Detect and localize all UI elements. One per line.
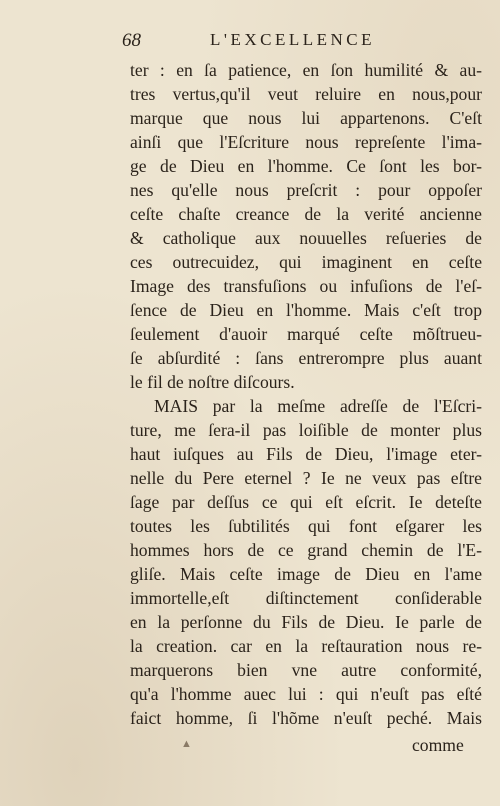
text-line: ſage par deſſus ce qui eſt eſcrit. Ie deteſte bbox=[130, 492, 482, 512]
text-line: ter : en ſa patience, en ſon humilité & au- bbox=[130, 60, 482, 80]
page-header bbox=[122, 30, 412, 56]
text-line: gliſe. Mais ceſte image de Dieu en l'ame bbox=[130, 564, 482, 584]
page-number: 68 bbox=[122, 30, 141, 51]
text-line: ces outrecuidez, qui imaginent en ceſte bbox=[130, 252, 482, 272]
text-line: hommes hors de ce grand chemin de l'E- bbox=[130, 540, 482, 560]
running-title: L'EXCELLENCE bbox=[210, 30, 375, 49]
text-line: ainſi que l'Eſcriture nous repreſente l'ima- bbox=[130, 132, 482, 152]
text-line: faict homme, ſi l'hõme n'euſt peché. Mais bbox=[130, 708, 482, 728]
text-line: ge de Dieu en l'homme. Ce ſont les bor- bbox=[130, 156, 482, 176]
text-line: marque que nous lui appartenons. C'eſt bbox=[130, 108, 482, 128]
text-line: immortelle,eſt diſtinctement conſiderable bbox=[130, 588, 482, 608]
text-line: qu'a l'homme auec lui : qui n'euſt pas eſté bbox=[130, 684, 482, 704]
text-line: ſe abſurdité : ſans entrerompre plus auant bbox=[130, 348, 482, 368]
text-line: nes qu'elle nous preſcrit : pour oppoſer bbox=[130, 180, 482, 200]
text-line: toutes les ſubtilités qui font eſgarer les bbox=[130, 516, 482, 536]
paragraph-first-line: MAIS par la meſme adreſſe de l'Eſcri- bbox=[154, 396, 482, 416]
text-line: en la perſonne du Fils de Dieu. Ie parle de bbox=[130, 612, 482, 632]
text-line: & catholique aux nouuelles reſueries de bbox=[130, 228, 482, 248]
text-line: nelle du Pere eternel ? Ie ne veux pas eſtre bbox=[130, 468, 482, 488]
ornament-mark: ▲ bbox=[181, 738, 192, 750]
text-line: Image des transfuſions ou infuſions de l'eſ- bbox=[130, 276, 482, 296]
text-line: la creation. car en la reſtauration nous re- bbox=[130, 636, 482, 656]
text-line: marquerons bien vne autre conformité, bbox=[130, 660, 482, 680]
text-line: tres vertus,qu'il veut reluire en nous,pour bbox=[130, 84, 482, 104]
text-line: ceſte chaſte creance de la verité ancienne bbox=[130, 204, 482, 224]
text-line: ture, me ſera-il pas loiſible de monter plus bbox=[130, 420, 482, 440]
text-line: ſeulement d'auoir marqué ceſte mõſtrueu- bbox=[130, 324, 482, 344]
text-line: le fil de noſtre diſcours. bbox=[130, 372, 295, 392]
text-line: ſence de Dieu en l'homme. Mais c'eſt trop bbox=[130, 300, 482, 320]
catchword: comme bbox=[412, 735, 464, 755]
text-line: haut iuſques au Fils de Dieu, l'image eter- bbox=[130, 444, 482, 464]
